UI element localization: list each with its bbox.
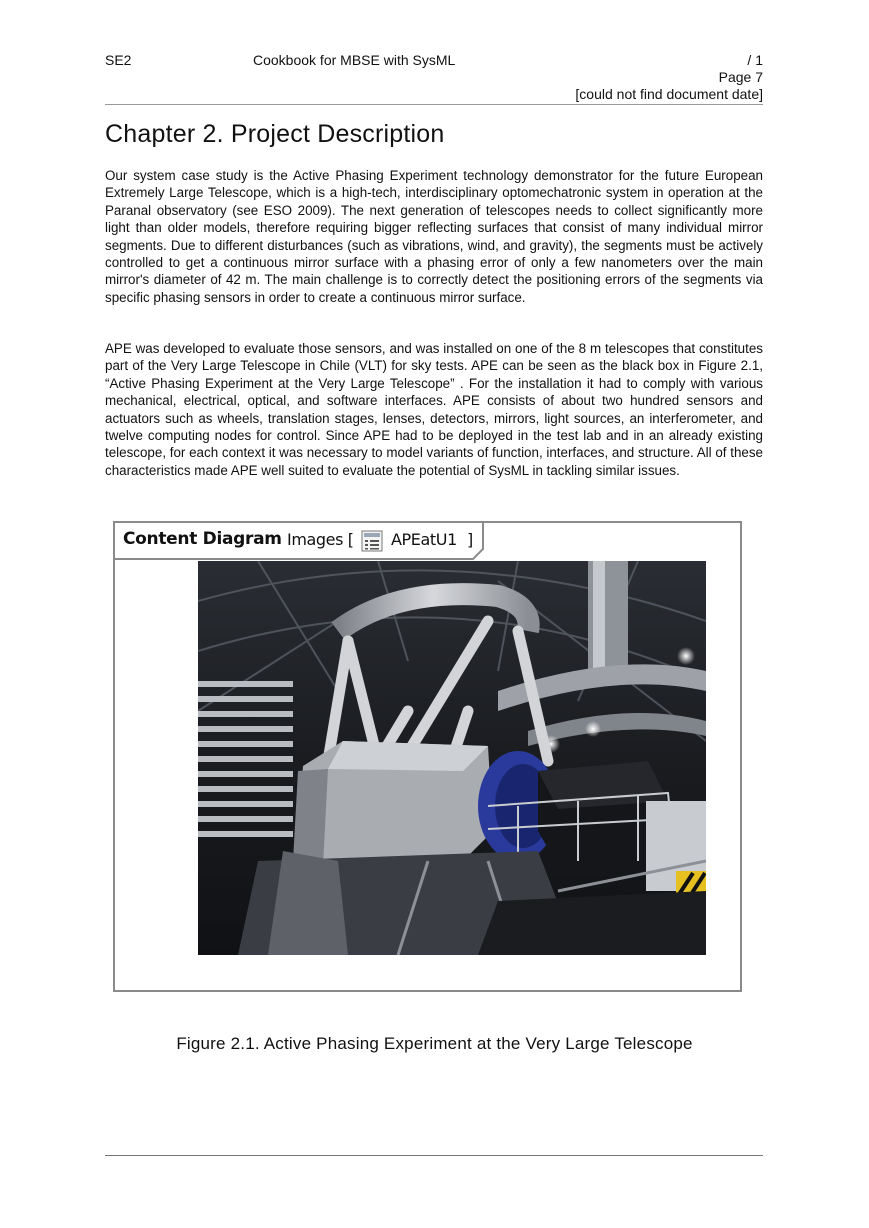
diagram-name: APEatU1	[391, 530, 457, 549]
header-divider	[105, 104, 763, 105]
figure-caption: Figure 2.1. Active Phasing Experiment at the Very Large Telescope	[176, 1034, 693, 1053]
diagram-bracket: ]	[467, 530, 474, 549]
header-right	[575, 52, 763, 103]
diagram-title: Content Diagram	[123, 529, 282, 549]
header-page-number: Page 7	[718, 69, 763, 85]
header-date: [could not find document date]	[575, 86, 763, 102]
paragraph-1: Our system case study is the Active Phasing Experiment technology demonstrator for the future European Extremely Large Telescope, which is a high-tech, interdisciplinary optomechatronic system in operation at the Paranal observatory (see ESO 2009). The next generation of telescopes needs to collect significantly more light than older models, therefore requiring bigger reflecting surfaces that consist of many individual mirror segments. Due to different disturbances (such as vibrations, wind, and gravity), the segments must be actively controlled to get a continuous mirror surface with a phasing error of only a few nanometers over the main mirror's diameter of 42 m. The main challenge is to correctly detect the positioning errors of the segments via specific phasing sensors in order to create a continuous mirror surface.	[105, 168, 763, 305]
diagram-icon	[361, 530, 383, 552]
diagram-kind: Images [	[287, 530, 354, 549]
header-title: Cookbook for MBSE with SysML	[253, 52, 456, 68]
paragraph-2: APE was developed to evaluate those sensors, and was installed on one of the 8 m telescopes that constitutes part of the Very Large Telescope in Chile (VLT) for sky tests. APE can be seen as the black box in Figure 2.1, “Active Phasing Experiment at the Very Large Telescope” . For the installation it had to comply with various mechanical, electrical, optical, and software interfaces. APE consists of about two hundred sensors and actuators such as wheels, translation stages, lenses, detectors, mirrors, light sources, an interferometer, and twelve computing nodes for control. Since APE had to be deployed in the test lab and in an already existing telescope, for each context it was necessary to model variants of function, interfaces, and structure. All of these characteristics made APE well suited to evaluate the potential of SysML in tackling similar issues.	[105, 341, 763, 478]
diagram-header-tab	[115, 523, 481, 559]
content-diagram-frame	[113, 521, 742, 992]
chapter-title: Chapter 2. Project Description	[105, 120, 445, 148]
footer-divider	[105, 1155, 763, 1156]
telescope-photo	[198, 561, 706, 955]
header-left: SE2	[105, 52, 132, 68]
header-page-count: / 1	[747, 52, 763, 68]
